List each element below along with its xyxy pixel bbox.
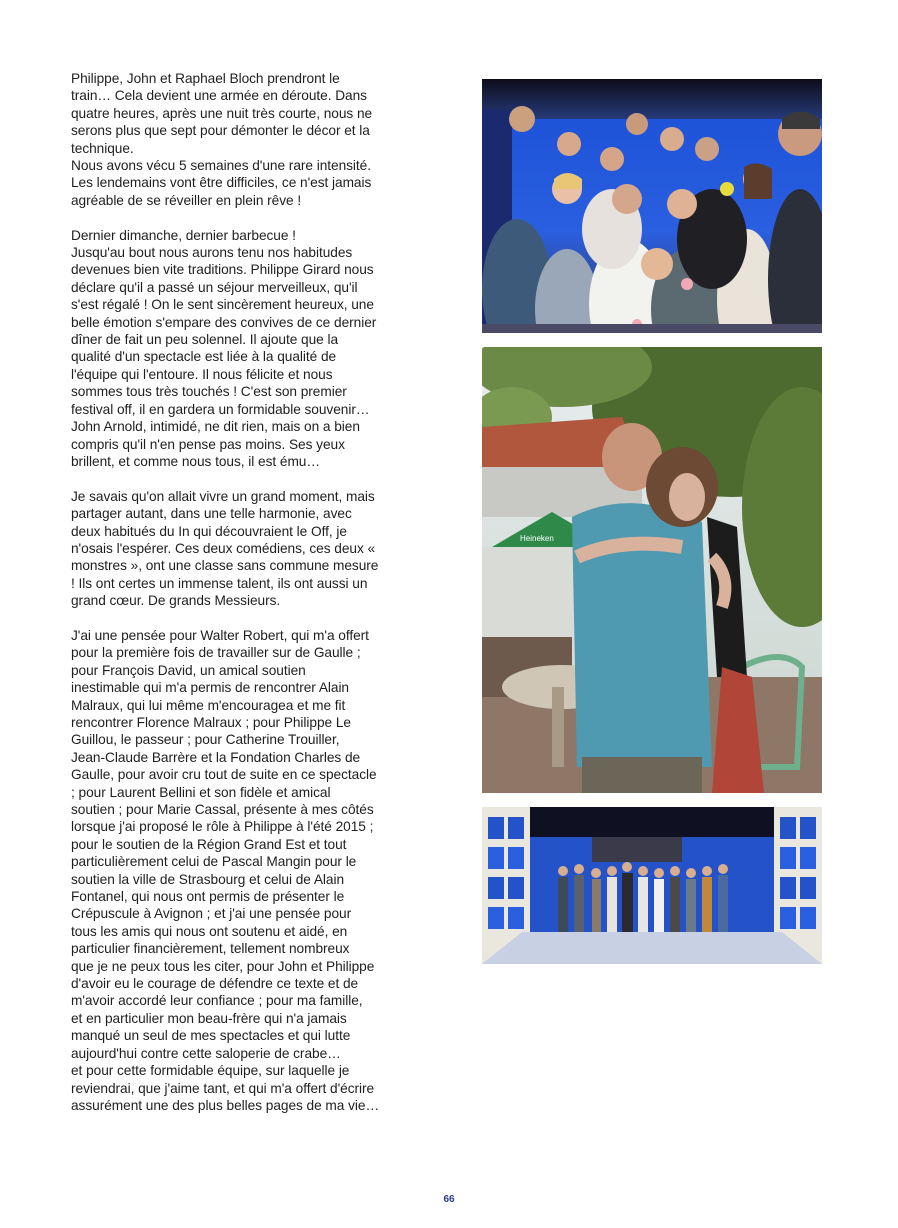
article-text xyxy=(71,70,421,1114)
paragraph-2: Dernier dimanche, dernier barbecue ! Jusqu'au bout nous aurons tenu nos habitudes devenues bien vite traditions. Philippe Girard nous déclare qu'il a passé un séjour merveilleux, qu'il s'est régalé ! On le sent sincèrement heureux, une belle émotion s'empare des convives de ce dernier dîner de fait un peu solennel. Il ajoute que la qualité d'un spectacle est liée à la qualité de l'équipe qui l'entoure. Il nous félicite et nous sommes tous très touchés ! C'est son premier festival off, il en gardera un formidable souvenir… John Arnold, intimidé, ne dit rien, mais on a bien compris qu'il n'en pense pas moins. Ses yeux brillent, et comme nous tous, il est ému… xyxy=(71,227,377,469)
paragraph-3: Je savais qu'on allait vivre un grand moment, mais partager autant, dans une telle harmonie, avec deux habitués du In qui découvraient le Off, je n'osais l'espérer. Ces deux comédiens, ces deux « monstres », ont une classe sans commune mesure ! Ils ont certes un immense talent, ils ont aussi un grand cœur. De grands Messieurs. xyxy=(71,488,379,609)
embrace-photo xyxy=(482,347,822,793)
group-selfie-photo xyxy=(482,79,822,333)
paragraph-1: Philippe, John et Raphael Bloch prendront le train… Cela devient une armée en déroute. Dans quatre heures, après une nuit très courte, nous ne serons plus que sept pour démonter le décor et la technique. Nous avons vécu 5 semaines d'une rare intensité. Les lendemains vont être difficiles, ce n'est jamais agréable de se réveiller en plein rêve ! xyxy=(71,71,373,208)
parasol-brand-text: Heineken xyxy=(520,534,554,543)
stage-group-photo xyxy=(482,807,822,964)
page-number: 66 xyxy=(443,1194,455,1205)
paragraph-4: J'ai une pensée pour Walter Robert, qui m'a offert pour la première fois de travailler sur de Gaulle ; pour François David, un amical soutien inestimable qui m'a permis de rencontrer Alain Malraux, qui lui même m'encouragea et me fit rencontrer Florence Malraux ; pour Philippe Le Guillou, le passeur ; pour Catherine Trouiller, Jean-Claude Barrère et la Fondation Charles de Gaulle, pour avoir cru tout de suite en ce spectacle ; pour Laurent Bellini et son fidèle et amical soutien ; pour Marie Cassal, présente à mes côtés lorsque j'ai proposé le rôle à Philippe à l'été 2015 ; pour le soutien de la Région Grand Est et tout particulièrement celui de Pascal Mangin pour le soutien la ville de Strasbourg et celui de Alain Fontanel, qui nous ont permis de présenter le Crépuscule à Avignon ; et j'ai une pensée pour tous les amis qui nous ont soutenu et aidé, en particulier financièrement, tellement nombreux que je ne peux tous les citer, pour John et Philippe d'avoir eu le courage de défendre ce texte et de m'avoir accordé leur confiance ; pour ma famille, et en particulier mon beau-frère qui n'a jamais manqué un seul de mes spectacles et qui lutte aujourd'hui contre cette saloperie de crabe… et pour cette formidable équipe, sur laquelle je reviendrai, que j'aime tant, et qui m'a offert d'écrire assurément une des plus belles pages de ma vie… xyxy=(71,627,380,1113)
